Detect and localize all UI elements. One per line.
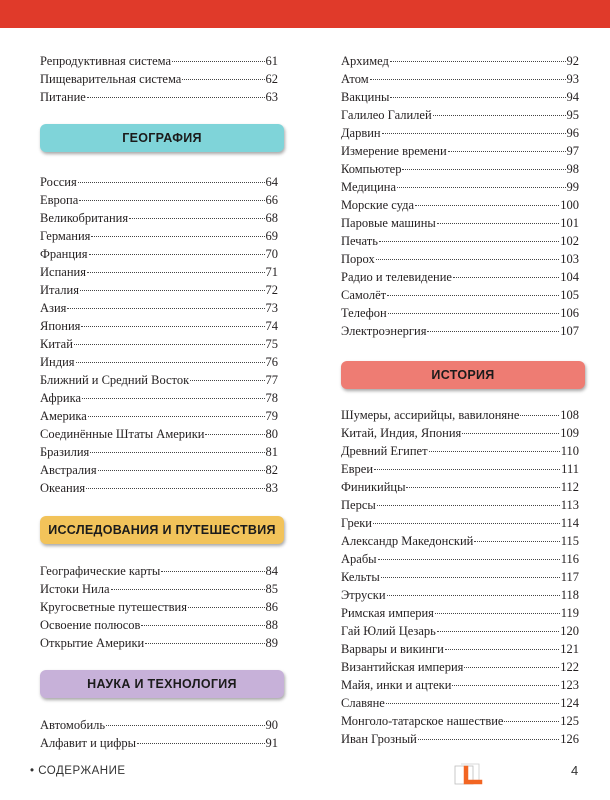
toc-entry-page: 62 bbox=[265, 72, 278, 86]
toc-entry bbox=[341, 304, 579, 322]
toc-entry-title: Римская империя bbox=[341, 606, 434, 620]
dot-leader bbox=[520, 415, 559, 416]
toc-entry bbox=[40, 88, 278, 106]
toc-entry-page: 111 bbox=[561, 462, 579, 476]
toc-entry-title: Африка bbox=[40, 391, 82, 405]
toc-group-history bbox=[341, 406, 579, 748]
toc-entry-page: 126 bbox=[560, 732, 579, 746]
toc-entry-title: Открытие Америки bbox=[40, 636, 145, 650]
toc-entry-title: Паровые машины bbox=[341, 216, 436, 230]
toc-entry-title: Великобритания bbox=[40, 211, 129, 225]
toc-entry bbox=[341, 250, 579, 268]
toc-entry bbox=[341, 496, 579, 514]
dot-leader bbox=[78, 182, 265, 183]
science-heading-banner: НАУКА И ТЕХНОЛОГИЯ bbox=[40, 670, 284, 698]
toc-entry-title: Кельты bbox=[341, 570, 380, 584]
dot-leader bbox=[474, 541, 559, 542]
toc-entry-page: 115 bbox=[560, 534, 579, 548]
toc-entry bbox=[40, 598, 278, 616]
toc-list bbox=[40, 173, 278, 497]
toc-list bbox=[341, 52, 579, 340]
toc-entry-title: Атом bbox=[341, 72, 369, 86]
toc-entry-title: Электроэнергия bbox=[341, 324, 427, 338]
toc-entry-page: 66 bbox=[265, 193, 278, 207]
exploration-heading-banner: ИССЛЕДОВАНИЯ И ПУТЕШЕСТВИЯ bbox=[40, 516, 284, 544]
toc-entry-page: 76 bbox=[265, 355, 278, 369]
toc-entry-title: Славяне bbox=[341, 696, 385, 710]
toc-entry-page: 105 bbox=[560, 288, 579, 302]
toc-entry-page: 98 bbox=[566, 162, 579, 176]
toc-entry bbox=[341, 712, 579, 730]
toc-entry-page: 112 bbox=[560, 480, 579, 494]
toc-entry-title: Австралия bbox=[40, 463, 97, 477]
dot-leader bbox=[190, 380, 264, 381]
toc-entry bbox=[40, 389, 278, 407]
dot-leader bbox=[427, 331, 559, 332]
toc-entry bbox=[341, 694, 579, 712]
toc-entry bbox=[341, 442, 579, 460]
toc-entry-title: Майя, инки и ацтеки bbox=[341, 678, 452, 692]
toc-entry bbox=[341, 514, 579, 532]
toc-entry-title: Океания bbox=[40, 481, 86, 495]
toc-entry bbox=[341, 568, 579, 586]
toc-entry bbox=[341, 178, 579, 196]
dot-leader bbox=[188, 607, 265, 608]
toc-entry-page: 75 bbox=[265, 337, 278, 351]
toc-entry-title: Этруски bbox=[341, 588, 386, 602]
dot-leader bbox=[390, 61, 566, 62]
toc-entry bbox=[40, 281, 278, 299]
toc-entry bbox=[341, 160, 579, 178]
toc-entry-page: 107 bbox=[560, 324, 579, 338]
toc-entry-title: Монголо-татарское нашествие bbox=[341, 714, 504, 728]
toc-entry bbox=[40, 299, 278, 317]
toc-entry bbox=[341, 676, 579, 694]
toc-entry bbox=[341, 214, 579, 232]
toc-entry bbox=[341, 550, 579, 568]
toc-entry-title: Кругосветные путешествия bbox=[40, 600, 187, 614]
toc-entry bbox=[341, 70, 579, 88]
toc-entry-title: Япония bbox=[40, 319, 81, 333]
toc-entry-title: Евреи bbox=[341, 462, 374, 476]
toc-entry bbox=[341, 640, 579, 658]
toc-entry bbox=[40, 209, 278, 227]
dot-leader bbox=[145, 643, 264, 644]
toc-entry-title: Освоение полюсов bbox=[40, 618, 141, 632]
toc-entry-page: 86 bbox=[265, 600, 278, 614]
dot-leader bbox=[386, 703, 559, 704]
toc-group-science-continued bbox=[341, 52, 579, 340]
toc-entry bbox=[341, 232, 579, 250]
dot-leader bbox=[172, 61, 264, 62]
toc-entry bbox=[341, 88, 579, 106]
toc-entry-title: Бразилия bbox=[40, 445, 90, 459]
toc-entry-page: 79 bbox=[265, 409, 278, 423]
toc-entry bbox=[40, 52, 278, 70]
toc-entry-page: 118 bbox=[560, 588, 579, 602]
dot-leader bbox=[137, 743, 264, 744]
dot-leader bbox=[76, 362, 265, 363]
toc-entry-page: 81 bbox=[265, 445, 278, 459]
toc-entry-title: Финикийцы bbox=[341, 480, 406, 494]
toc-entry bbox=[341, 604, 579, 622]
toc-entry bbox=[341, 424, 579, 442]
dot-leader bbox=[80, 290, 265, 291]
toc-entry-title: Питание bbox=[40, 90, 86, 104]
dot-leader bbox=[381, 577, 560, 578]
toc-entry-title: Алфавит и цифры bbox=[40, 736, 137, 750]
toc-entry-title: Азия bbox=[40, 301, 67, 315]
toc-entry bbox=[341, 460, 579, 478]
toc-entry-title: Пищеварительная система bbox=[40, 72, 182, 86]
toc-entry bbox=[341, 124, 579, 142]
toc-entry bbox=[40, 70, 278, 88]
dot-leader bbox=[437, 223, 559, 224]
toc-entry bbox=[40, 580, 278, 598]
dot-leader bbox=[88, 416, 265, 417]
dot-leader bbox=[452, 685, 559, 686]
toc-entry bbox=[40, 317, 278, 335]
dot-leader bbox=[382, 133, 566, 134]
toc-entry-title: Индия bbox=[40, 355, 75, 369]
toc-entry bbox=[341, 586, 579, 604]
dot-leader bbox=[377, 505, 560, 506]
dot-leader bbox=[90, 452, 264, 453]
toc-entry bbox=[40, 353, 278, 371]
toc-entry-title: Порох bbox=[341, 252, 375, 266]
dot-leader bbox=[387, 295, 559, 296]
toc-entry-page: 101 bbox=[560, 216, 579, 230]
dot-leader bbox=[91, 236, 264, 237]
dot-leader bbox=[429, 451, 560, 452]
toc-entry-title: Соединённые Штаты Америки bbox=[40, 427, 205, 441]
dot-leader bbox=[111, 589, 265, 590]
toc-list bbox=[40, 52, 278, 106]
toc-entry-page: 97 bbox=[566, 144, 579, 158]
dot-leader bbox=[437, 631, 559, 632]
dot-leader bbox=[67, 308, 264, 309]
toc-entry-title: Варвары и викинги bbox=[341, 642, 444, 656]
dot-leader bbox=[464, 667, 559, 668]
dot-leader bbox=[370, 79, 566, 80]
toc-entry-title: Китай bbox=[40, 337, 73, 351]
toc-entry-title: Америка bbox=[40, 409, 87, 423]
toc-entry-page: 78 bbox=[265, 391, 278, 405]
dot-leader bbox=[435, 613, 560, 614]
toc-entry-page: 91 bbox=[265, 736, 278, 750]
dot-leader bbox=[82, 398, 264, 399]
dot-leader bbox=[86, 488, 264, 489]
toc-entry-page: 64 bbox=[265, 175, 278, 189]
dot-leader bbox=[87, 97, 265, 98]
toc-entry-title: Греки bbox=[341, 516, 372, 530]
toc-entry-page: 61 bbox=[265, 54, 278, 68]
dot-leader bbox=[74, 344, 265, 345]
toc-entry bbox=[341, 730, 579, 748]
toc-entry-page: 69 bbox=[265, 229, 278, 243]
dot-leader bbox=[388, 313, 560, 314]
toc-list bbox=[341, 406, 579, 748]
toc-entry-page: 116 bbox=[560, 552, 579, 566]
toc-entry bbox=[40, 479, 278, 497]
toc-entry-page: 103 bbox=[560, 252, 579, 266]
dot-leader bbox=[433, 115, 566, 116]
dot-leader bbox=[205, 434, 264, 435]
toc-entry-title: Италия bbox=[40, 283, 79, 297]
toc-group-science bbox=[40, 716, 278, 752]
toc-entry-page: 124 bbox=[560, 696, 579, 710]
toc-entry-page: 110 bbox=[560, 444, 579, 458]
dot-leader bbox=[141, 625, 264, 626]
dot-leader bbox=[415, 205, 559, 206]
toc-entry-title: Печать bbox=[341, 234, 378, 248]
toc-entry-title: Автомобиль bbox=[40, 718, 106, 732]
history-heading-banner: ИСТОРИЯ bbox=[341, 361, 585, 389]
toc-entry-page: 99 bbox=[566, 180, 579, 194]
toc-entry bbox=[40, 371, 278, 389]
toc-entry-page: 113 bbox=[560, 498, 579, 512]
toc-entry bbox=[341, 106, 579, 124]
toc-entry-page: 88 bbox=[265, 618, 278, 632]
toc-entry bbox=[341, 532, 579, 550]
toc-entry bbox=[40, 335, 278, 353]
toc-entry-page: 94 bbox=[566, 90, 579, 104]
toc-entry bbox=[341, 286, 579, 304]
toc-list bbox=[40, 716, 278, 752]
toc-entry bbox=[40, 443, 278, 461]
dot-leader bbox=[448, 151, 566, 152]
toc-entry-title: Архимед bbox=[341, 54, 389, 68]
dot-leader bbox=[418, 739, 559, 740]
dot-leader bbox=[374, 469, 560, 470]
toc-entry-page: 121 bbox=[560, 642, 579, 656]
toc-entry-title: Измерение времени bbox=[341, 144, 447, 158]
toc-entry-page: 74 bbox=[265, 319, 278, 333]
toc-entry bbox=[341, 658, 579, 676]
toc-entry bbox=[341, 196, 579, 214]
dot-leader bbox=[462, 433, 559, 434]
toc-entry-page: 92 bbox=[566, 54, 579, 68]
toc-entry-page: 84 bbox=[265, 564, 278, 578]
dot-leader bbox=[378, 559, 560, 560]
toc-group-anatomy bbox=[40, 52, 278, 106]
toc-entry-title: Истоки Нила bbox=[40, 582, 110, 596]
dot-leader bbox=[453, 277, 559, 278]
bullet: • bbox=[30, 765, 35, 777]
toc-entry bbox=[40, 245, 278, 263]
toc-entry-title: Иван Грозный bbox=[341, 732, 417, 746]
toc-entry-page: 109 bbox=[560, 426, 579, 440]
section-name: СОДЕРЖАНИЕ bbox=[38, 765, 126, 777]
geography-heading-banner: ГЕОГРАФИЯ bbox=[40, 124, 284, 152]
toc-entry-page: 89 bbox=[265, 636, 278, 650]
toc-entry-title: Географические карты bbox=[40, 564, 161, 578]
toc-entry-page: 90 bbox=[265, 718, 278, 732]
toc-entry bbox=[341, 406, 579, 424]
dot-leader bbox=[79, 200, 264, 201]
toc-entry-title: Александр Македонский bbox=[341, 534, 474, 548]
dot-leader bbox=[445, 649, 559, 650]
dot-leader bbox=[376, 259, 560, 260]
toc-group-exploration bbox=[40, 562, 278, 652]
toc-entry-page: 77 bbox=[265, 373, 278, 387]
footer-section-label bbox=[30, 765, 126, 777]
toc-entry-title: Ближний и Средний Восток bbox=[40, 373, 190, 387]
toc-entry-title: Телефон bbox=[341, 306, 387, 320]
toc-entry-page: 68 bbox=[265, 211, 278, 225]
toc-entry-title: Радио и телевидение bbox=[341, 270, 452, 284]
toc-entry bbox=[40, 407, 278, 425]
toc-entry-page: 95 bbox=[566, 108, 579, 122]
toc-entry-title: Медицина bbox=[341, 180, 396, 194]
toc-entry-title: Древний Египет bbox=[341, 444, 428, 458]
toc-entry-title: Византийская империя bbox=[341, 660, 464, 674]
toc-entry-page: 108 bbox=[560, 408, 579, 422]
toc-entry-title: Персы bbox=[341, 498, 376, 512]
dot-leader bbox=[129, 218, 264, 219]
page-number: 4 bbox=[571, 763, 579, 778]
toc-entry-title: Морские суда bbox=[341, 198, 415, 212]
toc-entry-title: Галилео Галилей bbox=[341, 108, 432, 122]
toc-entry bbox=[40, 734, 278, 752]
dot-leader bbox=[106, 725, 264, 726]
toc-entry bbox=[341, 622, 579, 640]
toc-entry-page: 73 bbox=[265, 301, 278, 315]
dot-leader bbox=[89, 254, 265, 255]
toc-entry bbox=[341, 322, 579, 340]
toc-entry-page: 71 bbox=[265, 265, 278, 279]
dot-leader bbox=[402, 169, 565, 170]
labirint-logo-icon bbox=[453, 762, 489, 788]
toc-entry bbox=[40, 191, 278, 209]
toc-entry-page: 80 bbox=[265, 427, 278, 441]
dot-leader bbox=[387, 595, 560, 596]
toc-entry-title: Дарвин bbox=[341, 126, 381, 140]
toc-entry-title: Компьютер bbox=[341, 162, 402, 176]
toc-entry-title: Гай Юлий Цезарь bbox=[341, 624, 436, 638]
toc-entry bbox=[341, 142, 579, 160]
toc-entry-title: Арабы bbox=[341, 552, 377, 566]
toc-entry bbox=[40, 461, 278, 479]
dot-leader bbox=[98, 470, 265, 471]
toc-entry-title: Самолёт bbox=[341, 288, 387, 302]
toc-entry-page: 117 bbox=[560, 570, 579, 584]
toc-entry-title: Репродуктивная система bbox=[40, 54, 172, 68]
toc-entry bbox=[40, 634, 278, 652]
toc-entry-title: Китай, Индия, Япония bbox=[341, 426, 462, 440]
toc-list bbox=[40, 562, 278, 652]
toc-entry-page: 123 bbox=[560, 678, 579, 692]
toc-entry bbox=[40, 263, 278, 281]
toc-entry-page: 104 bbox=[560, 270, 579, 284]
toc-entry bbox=[40, 616, 278, 634]
toc-entry-page: 114 bbox=[560, 516, 579, 530]
toc-entry-page: 106 bbox=[560, 306, 579, 320]
toc-entry-page: 93 bbox=[566, 72, 579, 86]
dot-leader bbox=[182, 79, 264, 80]
toc-entry-title: Европа bbox=[40, 193, 79, 207]
dot-leader bbox=[390, 97, 565, 98]
toc-entry-title: Германия bbox=[40, 229, 91, 243]
toc-entry bbox=[40, 173, 278, 191]
top-red-band bbox=[0, 0, 610, 28]
toc-entry-title: Испания bbox=[40, 265, 86, 279]
toc-entry-page: 72 bbox=[265, 283, 278, 297]
toc-entry-page: 82 bbox=[265, 463, 278, 477]
toc-group-geography bbox=[40, 173, 278, 497]
toc-entry-title: Вакцины bbox=[341, 90, 390, 104]
toc-entry-page: 63 bbox=[265, 90, 278, 104]
toc-entry-page: 120 bbox=[560, 624, 579, 638]
toc-entry-page: 119 bbox=[560, 606, 579, 620]
dot-leader bbox=[81, 326, 264, 327]
toc-entry-page: 102 bbox=[560, 234, 579, 248]
toc-entry bbox=[341, 52, 579, 70]
toc-entry-page: 100 bbox=[560, 198, 579, 212]
toc-entry bbox=[341, 268, 579, 286]
dot-leader bbox=[504, 721, 559, 722]
toc-entry-title: Россия bbox=[40, 175, 77, 189]
toc-entry bbox=[40, 425, 278, 443]
dot-leader bbox=[397, 187, 566, 188]
toc-entry-title: Франция bbox=[40, 247, 88, 261]
toc-entry-title: Шумеры, ассирийцы, вавилоняне bbox=[341, 408, 520, 422]
toc-entry bbox=[40, 716, 278, 734]
dot-leader bbox=[373, 523, 560, 524]
toc-entry bbox=[341, 478, 579, 496]
toc-entry bbox=[40, 562, 278, 580]
toc-entry-page: 122 bbox=[560, 660, 579, 674]
toc-entry bbox=[40, 227, 278, 245]
toc-entry-page: 125 bbox=[560, 714, 579, 728]
toc-entry-page: 70 bbox=[265, 247, 278, 261]
dot-leader bbox=[87, 272, 265, 273]
dot-leader bbox=[406, 487, 559, 488]
dot-leader bbox=[379, 241, 559, 242]
toc-entry-page: 85 bbox=[265, 582, 278, 596]
toc-entry-page: 83 bbox=[265, 481, 278, 495]
toc-entry-page: 96 bbox=[566, 126, 579, 140]
dot-leader bbox=[161, 571, 264, 572]
